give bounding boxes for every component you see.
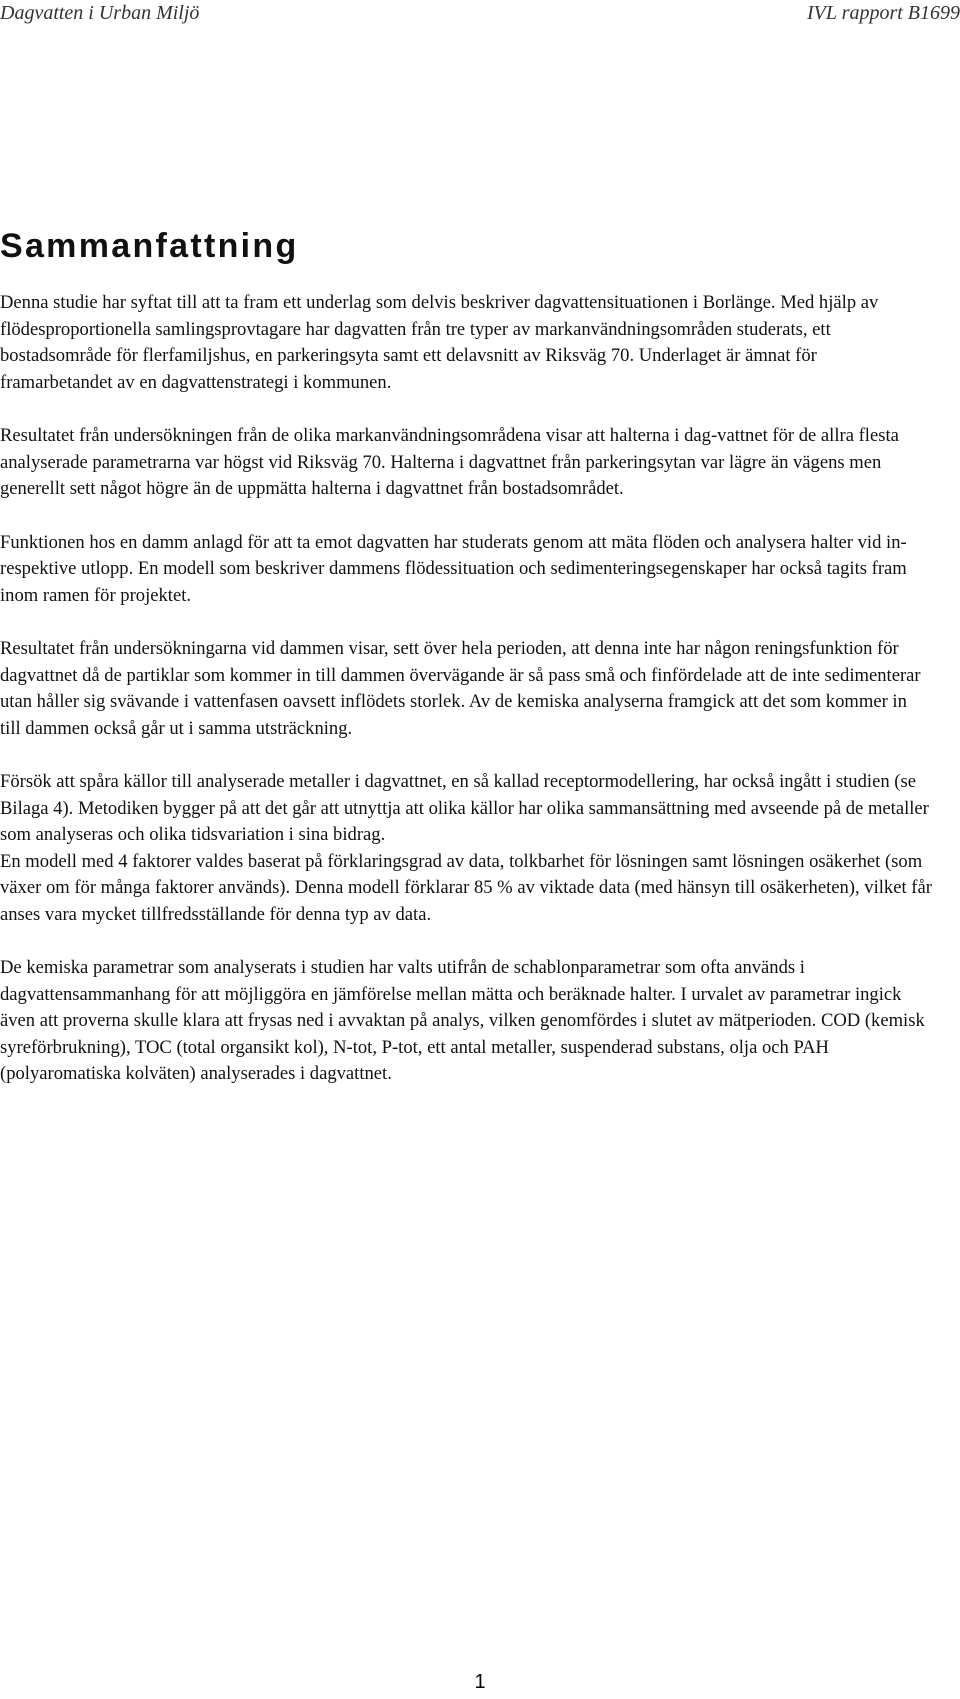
- page-title: Sammanfattning: [0, 227, 299, 265]
- summary-body: [0, 290, 932, 1088]
- paragraph-study-purpose: Denna studie har syftat till att ta fram ett underlag som delvis beskriver dagvattensituationen i Borlänge. Med hjälp av flödesproportionella samlingsprovtagare har dagvatten från tre typer av markanvändningsområden studerats, ett bostadsområde för flerfamiljshus, en parkeringsyta samt ett delavsnitt av Riksväg 70. Underlaget är ämnat för framarbetandet av en dagvattenstrategi i kommunen.: [0, 292, 879, 393]
- paragraph-factor-model: En modell med 4 faktorer valdes baserat på förklaringsgrad av data, tolkbarhet för lösningen samt lösningen osäkerhet (som växer om för många faktorer används). Denna modell förklarar 85 % av viktade data (med hänsyn till osäkerheten), vilket får anses vara mycket tillfredsställande för denna typ av data.: [0, 850, 932, 925]
- running-header: [0, 2, 960, 28]
- paragraph-pond-results: Resultatet från undersökningarna vid dammen visar, sett över hela perioden, att denna inte har någon reningsfunktion för dagvattnet då de partiklar som kommer in till dammen övervägande är så pass små och finfördelade att de inte sedimenterar utan håller sig svävande i vattenfasen oavsett inflödets storlek. Av de kemiska analyserna framgick att det som kommer in till dammen också går ut i samma utsträckning.: [0, 638, 921, 739]
- paragraph-land-use-results: Resultatet från undersökningen från de olika markanvändningsområdena visar att halterna i dag-vattnet för de allra flesta analyserade parametrarna var högst vid Riksväg 70. Halterna i dagvattnet från parkeringsytan var lägre än vägens men generellt sett något högre än de uppmätta halterna i dagvattnet från bostadsområdet.: [0, 425, 899, 499]
- paragraph-pond-function: Funktionen hos en damm anlagd för att ta emot dagvatten har studerats genom att mäta flöden och analysera halter vid in- respektive utlopp. En modell som beskriver dammens flödessituation och sedimenteringsegenskaper har också tagits fram inom ramen för projektet.: [0, 531, 907, 606]
- paragraph-chemical-parameters: De kemiska parametrar som analyserats i studien har valts utifrån de schablonparametrar som ofta används i dagvattensammanhang för att möjliggöra en jämförelse mellan mätta och beräknade halter. I urvalet av parametrar ingick även att proverna skulle klara att frysas ned i avvaktan på analys, vilken genomfördes i slutet av mätperioden. COD (kemisk syreförbrukning), TOC (total organsikt kol), N-tot, P-tot, ett antal metaller, suspenderad substans, olja och PAH (polyaromatiska kolväten) analyserades i dagvattnet.: [0, 957, 925, 1084]
- paragraph-source-tracing: Försök att spåra källor till analyserade metaller i dagvattnet, en så kallad receptormodellering, har också ingått i studien (se Bilaga 4). Metodiken bygger på att det går att utnyttja att olika källor har olika sammansättning med avseende på de metaller som analyseras och olika tidsvariation i sina bidrag.: [0, 771, 929, 845]
- header-report-number: IVL rapport B1699: [807, 2, 960, 24]
- header-document-title: Dagvatten i Urban Miljö: [0, 2, 200, 24]
- page-number: 1: [474, 1671, 486, 1693]
